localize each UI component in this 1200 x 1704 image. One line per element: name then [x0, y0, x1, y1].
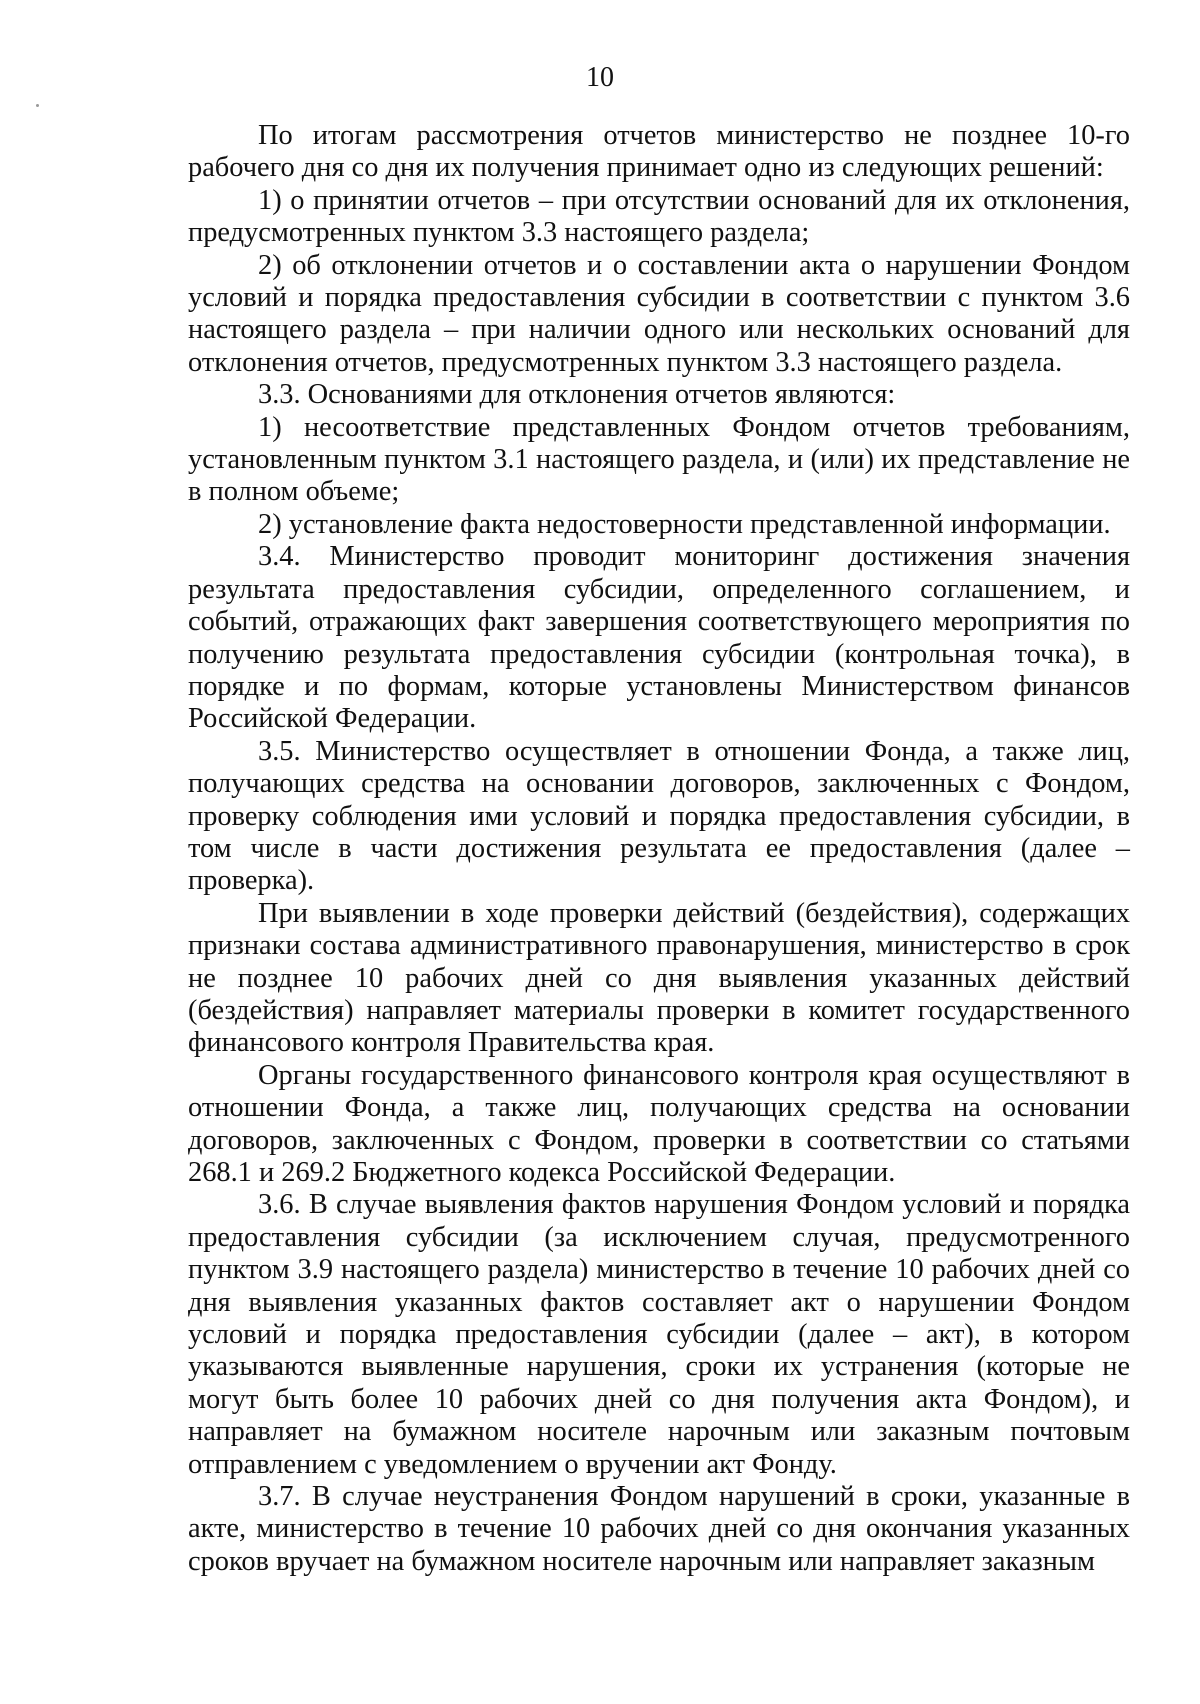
- paragraph-decision-2: 2) об отклонении отчетов и о составлении акта о нарушении Фондом условий и порядка предоставления субсидии в соответствии с пунктом 3.6 настоящего раздела – при наличии одного или нескольких оснований для отклонения отчетов, предусмотренных пунктом 3.3 настоящего раздела.: [188, 249, 1130, 378]
- paragraph-decisions-intro: По итогам рассмотрения отчетов министерство не позднее 10-го рабочего дня со дня их получения принимает одно из следующих решений:: [188, 120, 1130, 184]
- paragraph-3-5: 3.5. Министерство осуществляет в отношении Фонда, а также лиц, получающих средства на основании договоров, заключенных с Фондом, проверку соблюдения ими условий и порядка предоставления субсидии, в том числе в части достижения результата ее предоставления (далее – проверка).: [188, 735, 1130, 897]
- paragraph-3-3-item-1: 1) несоответствие представленных Фондом отчетов требованиям, установленным пунктом 3.1 настоящего раздела, и (или) их представление не в полном объеме;: [188, 411, 1130, 508]
- paragraph-3-3: 3.3. Основаниями для отклонения отчетов являются:: [258, 379, 896, 411]
- paragraph-3-5-violations: При выявлении в ходе проверки действий (бездействия), содержащих признаки состава административного правонарушения, министерство в срок не позднее 10 рабочих дней со дня выявления указанных действий (бездействия) направляет материалы проверки в комитет государственного финансового контроля Правительства края.: [188, 897, 1130, 1059]
- document-body: [188, 120, 1130, 1578]
- paragraph-3-7: 3.7. В случае неустранения Фондом нарушений в сроки, указанные в акте, министерство в течение 10 рабочих дней со дня окончания указанных сроков вручает на бумажном носителе нарочным или направляет заказным: [188, 1481, 1130, 1577]
- page-number: 10: [586, 62, 614, 93]
- scan-speck: [36, 104, 39, 107]
- paragraph-decision-1: 1) о принятии отчетов – при отсутствии оснований для их отклонения, предусмотренных пунктом 3.3 настоящего раздела;: [188, 184, 1130, 249]
- paragraph-3-3-item-2: 2) установление факта недостоверности представленной информации.: [258, 508, 1111, 540]
- paragraph-3-6: 3.6. В случае выявления фактов нарушения Фондом условий и порядка предоставления субсидии (за исключением случая, предусмотренного пунктом 3.9 настоящего раздела) министерство в течение 10 рабочих дней со дня выявления указанных фактов составляет акт о нарушении Фондом условий и порядка предоставления субсидии (далее – акт), в котором указываются выявленные нарушения, сроки их устранения (которые не могут быть более 10 рабочих дней со дня получения акта Фондом), и направляет на бумажном носителе нарочным или заказным почтовым отправлением с уведомлением о вручении акт Фонду.: [188, 1189, 1130, 1480]
- paragraph-3-4: 3.4. Министерство проводит мониторинг достижения значения результата предоставления субсидии, определенного соглашением, и событий, отражающих факт завершения соответствующего мероприятия по получению результата предоставления субсидии (контрольная точка), в порядке и по формам, которые установлены Министерством финансов Российской Федерации.: [188, 541, 1130, 735]
- paragraph-3-5-control-bodies: Органы государственного финансового контроля края осуществляют в отношении Фонда, а также лиц, получающих средства на основании договоров, заключенных с Фондом, проверки в соответствии со статьями 268.1 и 269.2 Бюджетного кодекса Российской Федерации.: [188, 1059, 1130, 1188]
